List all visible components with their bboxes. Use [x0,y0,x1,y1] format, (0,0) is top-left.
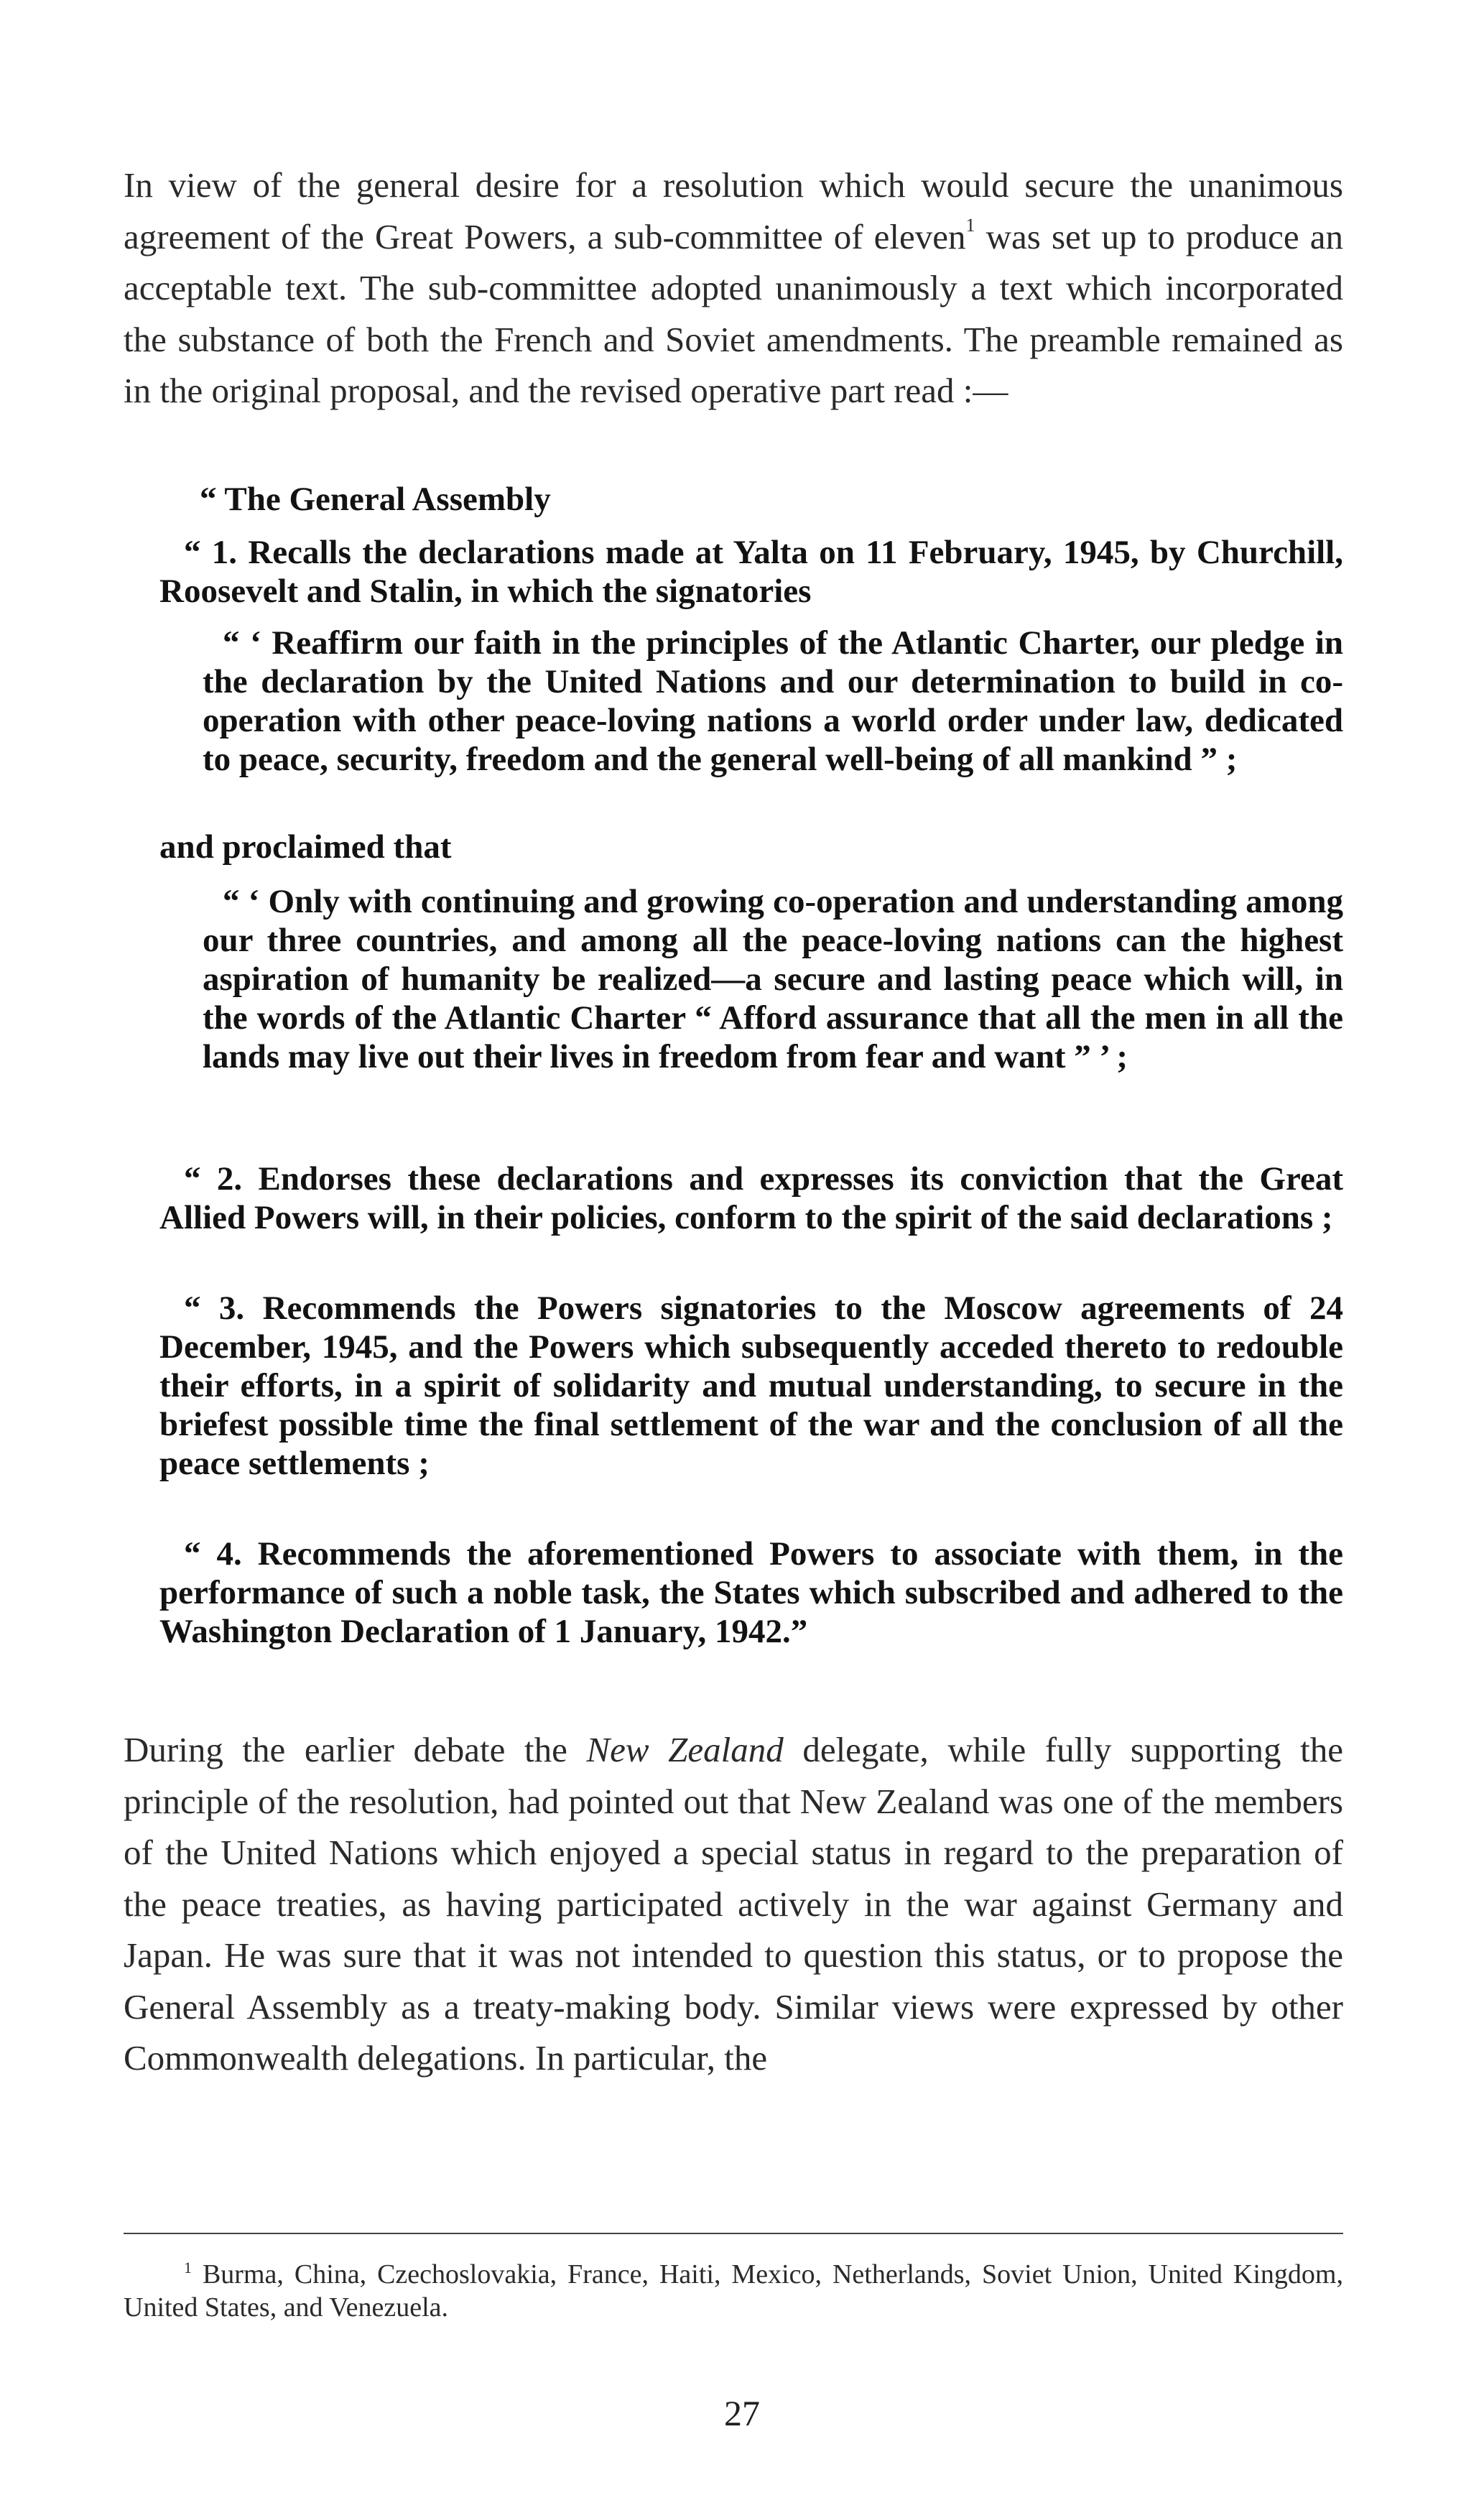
resolution-para-2: “ 2. Endorses these declarations and expresses its conviction that the Great Allied Powers will, in their policies, conform to the spirit of the said declarations ; [159,1160,1343,1236]
resolution-para-3: “ 3. Recommends the Powers signatories to the Moscow agreements of 24 December, 1945, and the Powers which subsequently acceded thereto to redouble their efforts, in a spirit of solidarity and mutual understanding, to secure in the briefest possible time the final settlement of the war and the conclusion of all the peace settlements ; [159,1289,1343,1482]
debate-italic-country: New Zealand [586,1730,784,1769]
footnote-mark: 1 [184,2259,192,2277]
resolution-heading: “ The General Assembly [200,481,551,518]
footnote-reference[interactable]: 1 [965,214,975,236]
resolution-para-1-quote: “ ‘ Reaffirm our faith in the principles of the Atlantic Charter, our pledge in the declaration by the United Nations and our determination to build in co-operation with other peace-loving nations a world order under law, dedicated to peace, security, freedom and the general well-being of all mankind ” ; [203,624,1343,778]
resolution-para-1: “ 1. Recalls the declarations made at Yalta on 11 February, 1945, by Churchill, Roosevelt and Stalin, in which the signatories [159,534,1343,610]
debate-text-end: delegate, while fully supporting the principle of the resolution, had pointed out that New Zealand was one of the members of the United Nations which enjoyed a special status in regard to the preparation of the peace treaties, as having participated actively in the war against Germany and Japan. He was sure that it was not intended to question this status, or to propose the General Assembly as a treaty-making body. Similar views were expressed by other Commonwealth delegations. In particular, the [124,1730,1343,2078]
footnote [124,2258,1343,2324]
page-number: 27 [724,2393,760,2433]
footnote-divider [124,2233,1343,2234]
intro-paragraph [124,159,1343,417]
resolution-para-1-quote-2: “ ‘ Only with continuing and growing co-operation and understanding among our three countries, and among all the peace-loving nations can the highest aspiration of humanity be realized—a secure and lasting peace which will, in the words of the Atlantic Charter “ Afford assurance that all the men in all the lands may live out their lives in freedom from fear and want ” ’ ; [203,883,1343,1075]
debate-paragraph [124,1724,1343,2084]
debate-text-start: During the earlier debate the [124,1730,587,1769]
intro-text-end: was set up to produce an acceptable text. The sub-committee adopted unanimously a text which incorporated the substance of both the French and Soviet amendments. The preamble remained as in the original proposal, and the revised operative part read :— [124,216,1344,410]
resolution-proclaimed: and proclaimed that [159,828,452,866]
resolution-para-4: “ 4. Recommends the aforementioned Powers to associate with them, in the performance of such a noble task, the States which subscribed and adhered to the Washington Declaration of 1 January, 1942.” [159,1535,1343,1650]
footnote-text: Burma, China, Czechoslovakia, France, Haiti, Mexico, Netherlands, Soviet Union, United Kingdom, United States, and Venezuela. [124,2259,1343,2323]
intro-text-start: In view of the general desire for a resolution which would secure the unanimous agreement of the Great Powers, a sub-committee of eleven [124,165,1343,256]
